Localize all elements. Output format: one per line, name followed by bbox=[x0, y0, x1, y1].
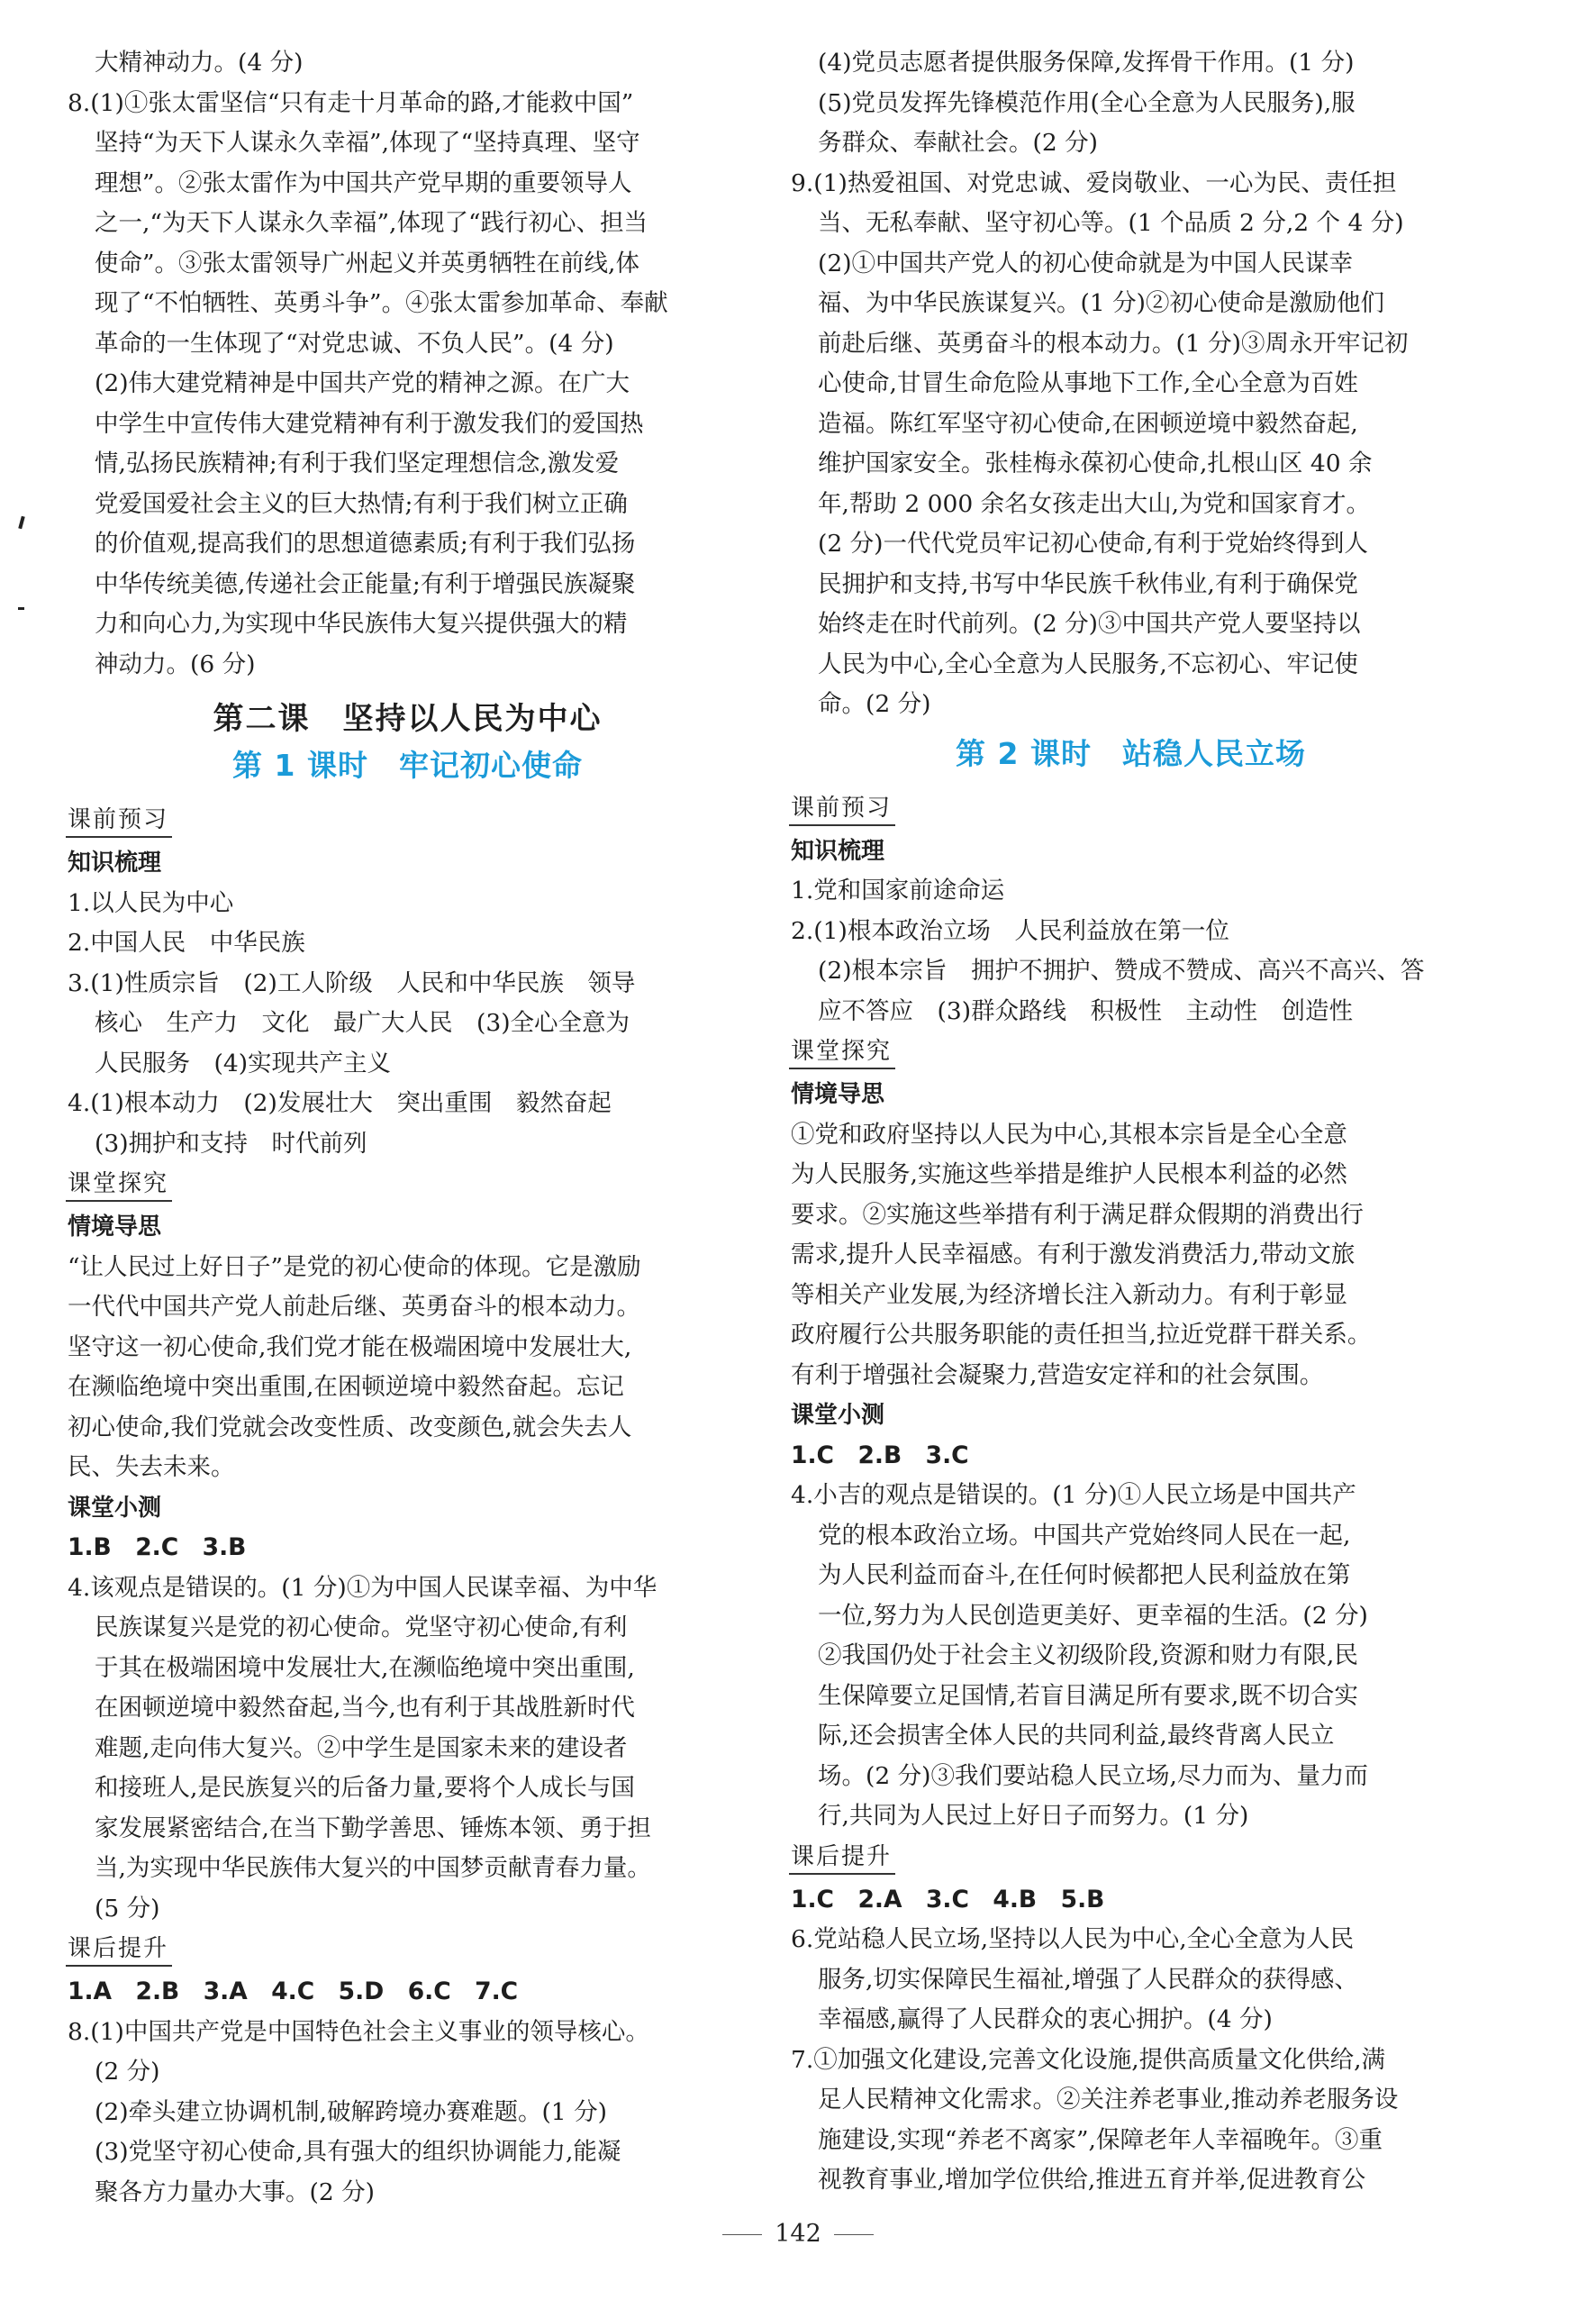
section-tag-after: 课后提升 bbox=[789, 1841, 895, 1875]
text-line: 在濒临绝境中突出重围,在困顿逆境中毅然奋起。忘记 bbox=[68, 1373, 624, 1401]
text-line: 施建设,实现“养老不离家”,保障老年人幸福晚年。③重 bbox=[818, 2125, 1383, 2154]
text-line: 家发展紧密结合,在当下勤学善思、锤炼本领、勇于担 bbox=[95, 1814, 651, 1842]
text-line: (5)党员发挥先锋模范作用(全心全意为人民服务),服 bbox=[818, 88, 1356, 117]
answer-key: 1.B 2.C 3.B bbox=[68, 1533, 247, 1561]
text-line: (4)党员志愿者提供服务保障,发挥骨干作用。(1 分) bbox=[818, 49, 1355, 77]
text-line: (2)①中国共产党人的初心使命就是为中国人民谋幸 bbox=[818, 249, 1354, 277]
text-line: 幸福感,赢得了人民群众的衷心拥护。(4 分) bbox=[818, 2005, 1273, 2033]
text-line: 人民为中心,全心全意为人民服务,不忘初心、牢记使 bbox=[818, 650, 1358, 678]
section-tag-after: 课后提升 bbox=[66, 1932, 172, 1967]
text-line: (2)牵头建立协调机制,破解跨境办赛难题。(1 分) bbox=[95, 2097, 607, 2126]
text-line: 和接班人,是民族复兴的后备力量,要将个人成长与国 bbox=[95, 1774, 635, 1802]
text-line: 之一,“为天下人谋永久幸福”,体现了“践行初心、担当 bbox=[95, 209, 648, 237]
left-column bbox=[68, 43, 748, 2213]
text-line: 在困顿逆境中毅然奋起,当今,也有利于其战胜新时代 bbox=[95, 1694, 635, 1722]
text-line: 中华传统美德,传递社会正能量;有利于增强民族凝聚 bbox=[95, 569, 636, 598]
text-line: 使命”。③张太雷领导广州起义并英勇牺牲在前线,体 bbox=[95, 249, 639, 277]
text-line: 应不答应 (3)群众路线 积极性 主动性 创造性 bbox=[818, 996, 1354, 1025]
text-line: 坚守这一初心使命,我们党才能在极端困境中发展壮大, bbox=[68, 1332, 632, 1361]
period-title: 第 2 课时 站稳人民立场 bbox=[956, 735, 1306, 771]
text-line: 于其在极端困境中发展壮大,在濒临绝境中突出重围, bbox=[95, 1653, 635, 1682]
text-line: ①党和政府坚持以人民为中心,其根本宗旨是全心全意 bbox=[791, 1120, 1347, 1149]
page-number-dash bbox=[722, 2234, 762, 2235]
text-line: 党的根本政治立场。中国共产党始终同人民在一起, bbox=[818, 1521, 1351, 1550]
text-line: 4.小吉的观点是错误的。(1 分)①人民立场是中国共产 bbox=[791, 1481, 1356, 1509]
right-column bbox=[791, 43, 1471, 2201]
text-line: (5 分) bbox=[95, 1894, 160, 1923]
text-line: 1.以人民为中心 bbox=[68, 888, 234, 917]
text-line: 一代代中国共产党人前赴后继、英勇奋斗的根本动力。 bbox=[68, 1293, 640, 1321]
section-tag-preview: 课前预习 bbox=[66, 804, 172, 838]
text-line: 8.(1)中国共产党是中国特色社会主义事业的领导核心。 bbox=[68, 2017, 649, 2046]
text-line: 民族谋复兴是党的初心使命。党坚守初心使命,有利 bbox=[95, 1614, 628, 1641]
text-line: “让人民过上好日子”是党的初心使命的体现。它是激励 bbox=[68, 1252, 641, 1281]
text-line: 际,还会损害全体人民的共同利益,最终背离人民立 bbox=[818, 1722, 1335, 1750]
section-heading: 课堂小测 bbox=[791, 1402, 885, 1429]
text-line: 党爱国爱社会主义的巨大热情;有利于我们树立正确 bbox=[95, 489, 628, 518]
text-line: 服务,切实保障民生福祉,增强了人民群众的获得感、 bbox=[818, 1965, 1358, 1994]
text-line: 场。(2 分)③我们要站稳人民立场,尽力而为、量力而 bbox=[818, 1761, 1368, 1790]
answer-key: 1.A 2.B 3.A 4.C 5.D 6.C 7.C bbox=[68, 1977, 519, 2005]
text-line: 行,共同为人民过上好日子而努力。(1 分) bbox=[818, 1802, 1249, 1830]
lesson-title: 第二课 坚持以人民为中心 bbox=[213, 701, 603, 737]
text-line: 为人民利益而奋斗,在任何时候都把人民利益放在第 bbox=[818, 1561, 1351, 1589]
text-line: 民拥护和支持,书写中华民族千秋伟业,有利于确保党 bbox=[818, 569, 1358, 598]
text-line: 核心 生产力 文化 最广大人民 (3)全心全意为 bbox=[95, 1009, 630, 1037]
text-line: 1.党和国家前途命运 bbox=[791, 877, 1005, 905]
text-line: (2 分) bbox=[95, 2058, 160, 2086]
text-line: ②我国仍处于社会主义初级阶段,资源和财力有限,民 bbox=[818, 1641, 1358, 1669]
page-number bbox=[0, 2216, 1596, 2252]
text-line: 足人民精神文化需求。②关注养老事业,推动养老服务设 bbox=[818, 2086, 1399, 2114]
text-line: 需求,提升人民幸福感。有利于激发消费活力,带动文旅 bbox=[791, 1241, 1356, 1268]
section-heading: 情境导思 bbox=[791, 1081, 885, 1108]
text-line: 中学生中宣传伟大建党精神有利于激发我们的爱国热 bbox=[95, 409, 644, 438]
right-pre-lines bbox=[791, 43, 1471, 725]
section-tag-preview: 课前预习 bbox=[789, 792, 895, 826]
text-line: 现了“不怕牺牲、英勇斗争”。④张太雷参加革命、奉献 bbox=[95, 289, 668, 317]
text-line: 聚各方力量办大事。(2 分) bbox=[95, 2177, 375, 2206]
page-number-dash bbox=[834, 2234, 874, 2235]
text-line: (2 分)一代代党员牢记初心使命,有利于党始终得到人 bbox=[818, 530, 1368, 558]
text-line: 务群众、奉献社会。(2 分) bbox=[818, 129, 1098, 157]
text-line: (3)拥护和支持 时代前列 bbox=[95, 1129, 367, 1158]
text-line: 6.党站稳人民立场,坚持以人民为中心,全心全意为人民 bbox=[791, 1925, 1355, 1953]
text-line: 当、无私奉献、坚守初心等。(1 个品质 2 分,2 个 4 分) bbox=[818, 209, 1404, 237]
text-line: 的价值观,提高我们的思想道德素质;有利于我们弘扬 bbox=[95, 530, 636, 558]
text-line: 2.(1)根本政治立场 人民利益放在第一位 bbox=[791, 916, 1229, 945]
left-pre-lines bbox=[68, 43, 748, 685]
period-title: 第 1 课时 牢记初心使命 bbox=[232, 748, 583, 783]
text-line: 心使命,甘冒生命危险从事地下工作,全心全意为百姓 bbox=[818, 369, 1358, 397]
text-line: 一位,努力为人民创造更美好、更幸福的生活。(2 分) bbox=[818, 1601, 1368, 1630]
section-heading: 知识梳理 bbox=[791, 837, 885, 865]
text-line: 前赴后继、英勇奋斗的根本动力。(1 分)③周永开牢记初 bbox=[818, 329, 1409, 358]
text-line: 8.(1)①张太雷坚信“只有走十月革命的路,才能救中国” bbox=[68, 88, 634, 117]
text-line: 命。(2 分) bbox=[818, 690, 931, 718]
text-line: 年,帮助 2 000 余名女孩走出大山,为党和国家育才。 bbox=[818, 489, 1371, 518]
text-line: 有利于增强社会凝聚力,营造安定祥和的社会氛围。 bbox=[791, 1360, 1324, 1389]
section-heading: 课堂小测 bbox=[68, 1494, 162, 1522]
text-line: 理想”。②张太雷作为中国共产党早期的重要领导人 bbox=[95, 168, 632, 197]
text-line: 人民服务 (4)实现共产主义 bbox=[95, 1049, 392, 1077]
section-tag-explore: 课堂探究 bbox=[66, 1168, 172, 1202]
text-line: 坚持“为天下人谋永久幸福”,体现了“坚持真理、坚守 bbox=[95, 129, 640, 157]
text-line: (2)根本宗旨 拥护不拥护、赞成不赞成、高兴不高兴、答 bbox=[818, 957, 1425, 985]
text-line: 革命的一生体现了“对党忠诚、不负人民”。(4 分) bbox=[95, 329, 614, 358]
text-line: 造福。陈红军坚守初心使命,在困顿逆境中毅然奋起, bbox=[818, 409, 1358, 438]
section-tag-explore: 课堂探究 bbox=[789, 1035, 895, 1069]
text-line: 民、失去未来。 bbox=[68, 1453, 235, 1481]
text-line: 大精神动力。(4 分) bbox=[95, 49, 304, 77]
text-line: 为人民服务,实施这些举措是维护人民根本利益的必然 bbox=[791, 1160, 1347, 1188]
text-line: 生保障要立足国情,若盲目满足所有要求,既不切合实 bbox=[818, 1681, 1358, 1710]
page-number-text: 142 bbox=[775, 2220, 821, 2248]
text-line: 3.(1)性质宗旨 (2)工人阶级 人民和中华民族 领导 bbox=[68, 968, 636, 997]
answer-key: 1.C 2.A 3.C 4.B 5.B bbox=[791, 1885, 1105, 1914]
text-line: 7.①加强文化建设,完善文化设施,提供高质量文化供给,满 bbox=[791, 2045, 1386, 2074]
text-line: 神动力。(6 分) bbox=[95, 650, 256, 678]
text-line: 当,为实现中华民族伟大复兴的中国梦贡献青春力量。 bbox=[95, 1854, 651, 1882]
text-line: 2.中国人民 中华民族 bbox=[68, 929, 305, 957]
text-line: 初心使命,我们党就会改变性质、改变颜色,就会失去人 bbox=[68, 1413, 632, 1441]
text-line: 福、为中华民族谋复兴。(1 分)②初心使命是激励他们 bbox=[818, 289, 1384, 317]
text-line: (2)伟大建党精神是中国共产党的精神之源。在广大 bbox=[95, 369, 630, 397]
text-line: 等相关产业发展,为经济增长注入新动力。有利于彰显 bbox=[791, 1280, 1347, 1309]
section-heading: 知识梳理 bbox=[68, 850, 162, 877]
text-line: 情,弘扬民族精神;有利于我们坚定理想信念,激发爱 bbox=[95, 450, 620, 477]
answer-key: 1.C 2.B 3.C bbox=[791, 1441, 969, 1469]
text-line: 4.(1)根本动力 (2)发展壮大 突出重围 毅然奋起 bbox=[68, 1089, 612, 1117]
text-line: 要求。②实施这些举措有利于满足群众假期的消费出行 bbox=[791, 1200, 1364, 1229]
text-line: 维护国家安全。张桂梅永葆初心使命,扎根山区 40 余 bbox=[818, 450, 1373, 477]
scan-mark bbox=[18, 607, 24, 610]
text-line: (3)党坚守初心使命,具有强大的组织协调能力,能凝 bbox=[95, 2138, 621, 2166]
scan-mark bbox=[18, 516, 24, 530]
section-heading: 情境导思 bbox=[68, 1214, 162, 1241]
text-line: 始终走在时代前列。(2 分)③中国共产党人要坚持以 bbox=[818, 610, 1361, 638]
text-line: 9.(1)热爱祖国、对党忠诚、爱岗敬业、一心为民、责任担 bbox=[791, 168, 1397, 197]
text-line: 视教育事业,增加学位供给,推进五育并举,促进教育公 bbox=[818, 2166, 1366, 2194]
text-line: 难题,走向伟大复兴。②中学生是国家未来的建设者 bbox=[95, 1733, 628, 1762]
text-line: 4.该观点是错误的。(1 分)①为中国人民谋幸福、为中华 bbox=[68, 1573, 657, 1602]
text-line: 政府履行公共服务职能的责任担当,拉近党群干群关系。 bbox=[791, 1321, 1372, 1349]
text-line: 力和向心力,为实现中华民族伟大复兴提供强大的精 bbox=[95, 610, 628, 638]
